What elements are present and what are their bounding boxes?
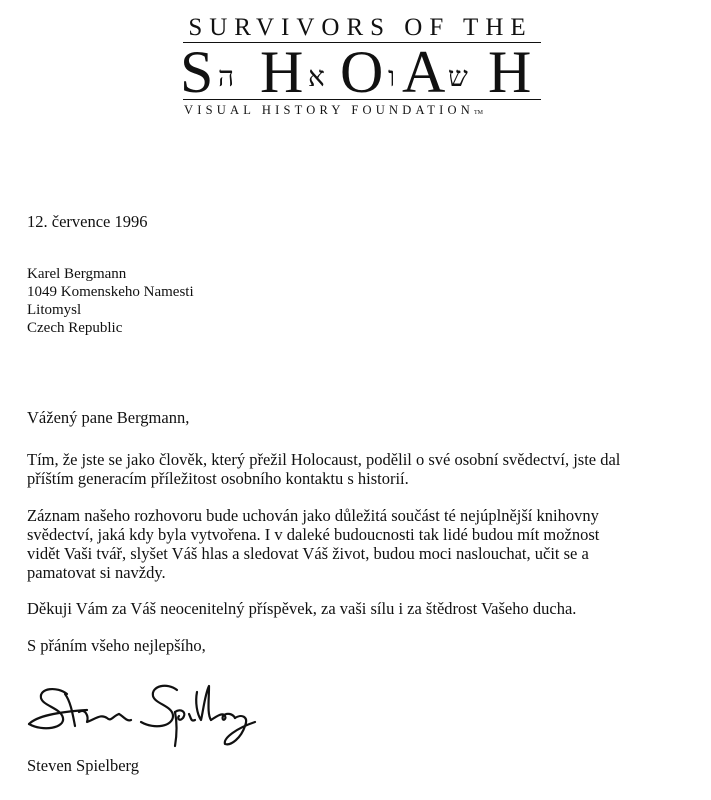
foundation-name: VISUAL HISTORY FOUNDATION [184, 103, 474, 117]
closing: S přáním všeho nejlepšího, [27, 636, 206, 655]
paragraph-line: svědectví, jaká kdy byla vytvořena. I v daleké budoucnosti tak lidé budou mít možnost [27, 525, 600, 544]
paragraph-line: Děkuji Vám za Váš neocenitelný příspěvek, za vaši sílu i za štědrost Vašeho ducha. [27, 599, 577, 618]
logo-letter-h: H [260, 40, 304, 100]
trademark-mark: TM [473, 110, 483, 116]
recipient-street: 1049 Komenskeho Namesti [27, 284, 194, 300]
logo-hebrew-3: ו [388, 62, 396, 93]
logo-letter-o: O [340, 40, 384, 100]
paragraph-line: pamatovat si navždy. [27, 563, 166, 582]
paragraph-line: příštím generacím příležitost osobního kontaktu s historií. [27, 469, 409, 488]
logo-hebrew-1: ה [218, 62, 235, 93]
letter-date: 12. července 1996 [27, 212, 148, 231]
logo-letter-a: A [402, 40, 446, 100]
paragraph-2 [27, 506, 692, 582]
letterhead-top-line: SURVIVORS OF THE [188, 14, 533, 41]
letterhead-shoah-logo [180, 40, 550, 100]
logo-hebrew-4: ש [448, 62, 468, 93]
logo-letter-s: S [180, 40, 214, 100]
paragraph-line: vidět Vaši tvář, slyšet Váš hlas a sledovat Váš život, budou moci naslouchat, učit se a [27, 544, 589, 563]
logo-hebrew-2: א [308, 62, 325, 93]
paragraph-line: Záznam našeho rozhovoru bude uchován jako důležitá součást té nejúplnější knihovny [27, 506, 599, 525]
letterhead [0, 0, 711, 130]
paragraph-3 [27, 599, 692, 618]
letterhead-bottom-line [184, 102, 554, 121]
recipient-country: Czech Republic [27, 320, 123, 336]
paragraph-line: Tím, že jste se jako člověk, který přežil Holocaust, podělil o své osobní svědectví, jste dal [27, 450, 621, 469]
paragraph-1 [27, 450, 692, 488]
handwritten-signature [27, 672, 257, 752]
salutation: Vážený pane Bergmann, [27, 408, 190, 427]
signer-name: Steven Spielberg [27, 756, 139, 775]
recipient-city: Litomysl [27, 302, 82, 318]
letterhead-rule-bottom [183, 99, 541, 100]
logo-letter-h2: H [488, 40, 532, 100]
recipient-name: Karel Bergmann [27, 266, 127, 282]
